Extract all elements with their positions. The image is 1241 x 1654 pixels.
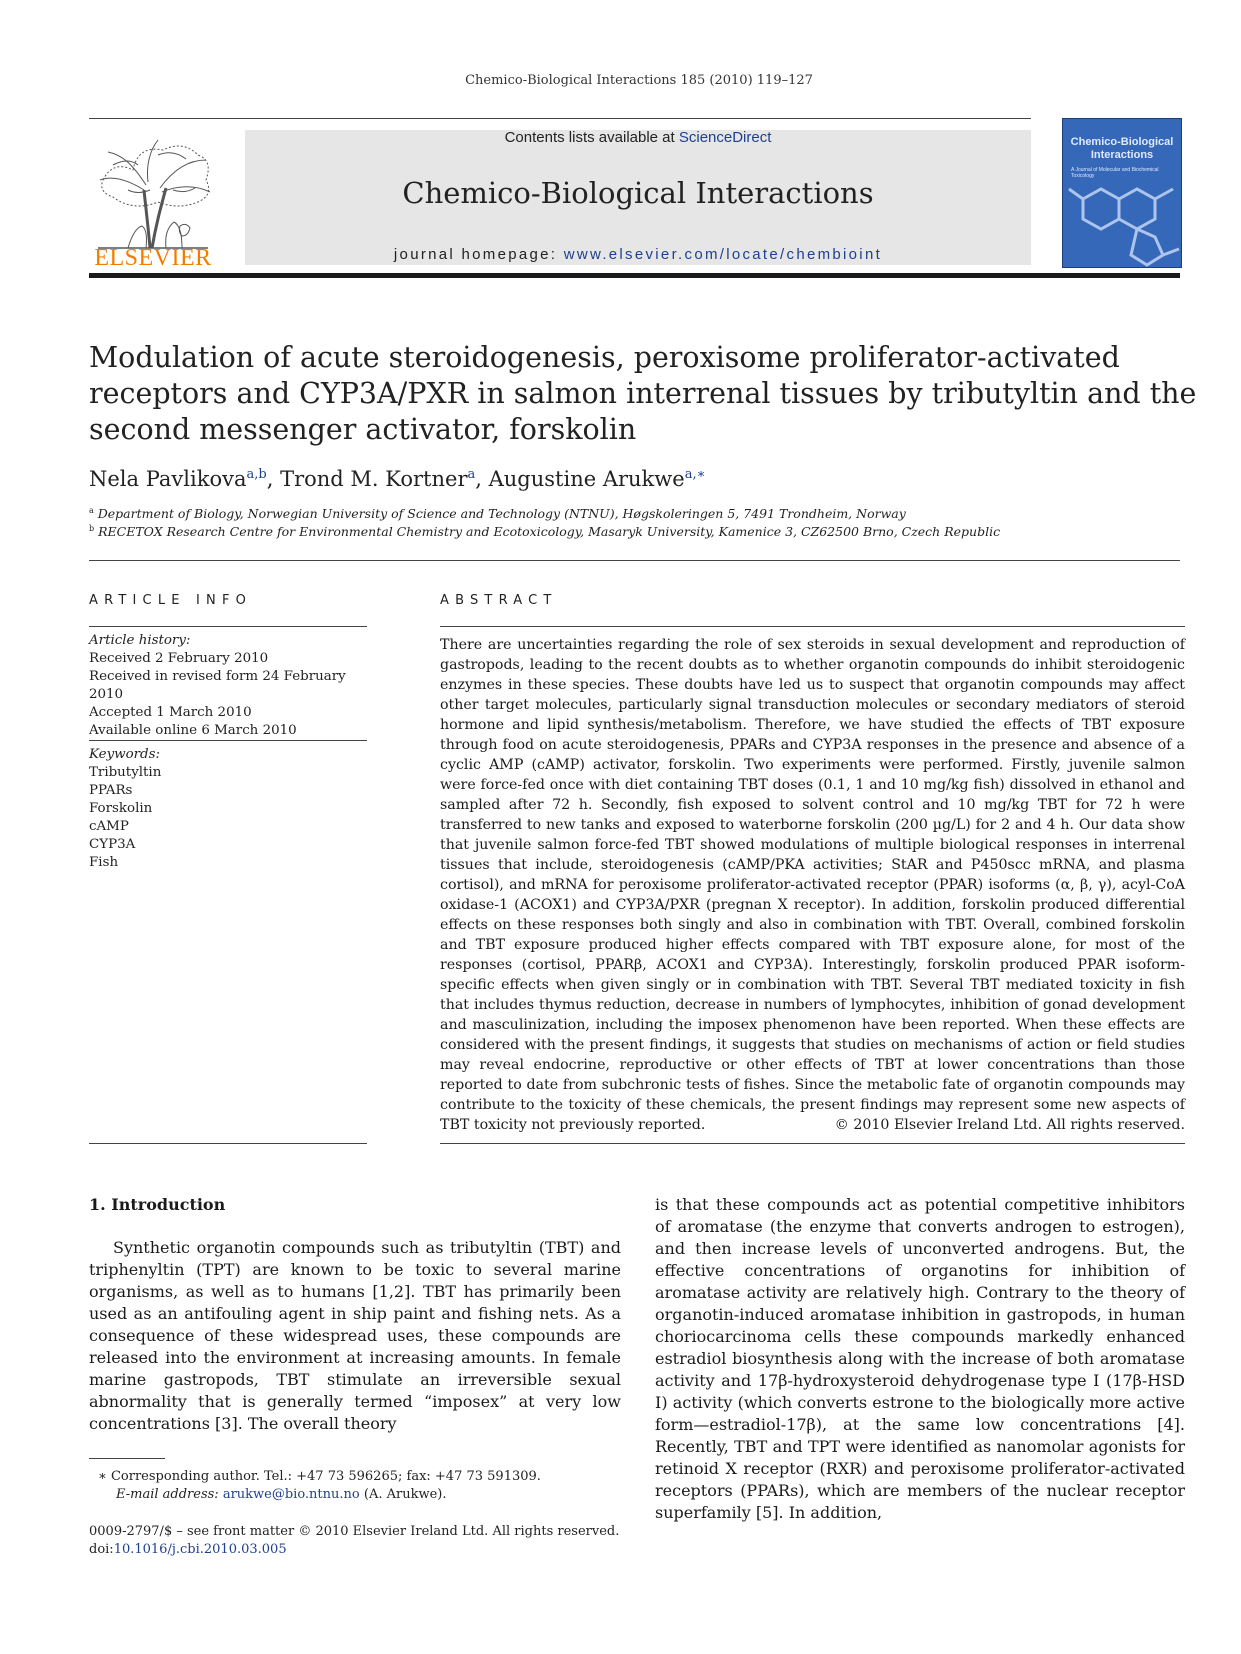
introduction-column-right: is that these compounds act as potential competitive inhibitors of aromatase (the enzyme that converts androgen to estrogen), and then increase levels of unconverted androgens. But, the effective concentrations of organotins for inhibition of aromatase activity are relatively high. Contrary to the theory of organotin-induced aromatase inhibition in gastropods, in human choriocarcinoma cells these compounds markedly enhanced estradiol biosynthesis along with the increase of both aromatase activity and 17β-hydroxysteroid dehydrogenase type I (17β-HSD I) activity (which converts estrone to the biologically more active form—estradiol-17β), at the same low concentrations [4]. Recently, TBT and TPT were identified as nanomolar agonists for retinoid X receptor (RXR) and peroxisome proliferator-activated receptors (PPARs), which are members of the nuclear receptor superfamily [5]. In addition, — [655, 1195, 1185, 1522]
email-link[interactable]: arukwe@bio.ntnu.no — [222, 1487, 360, 1502]
contents-prefix: Contents lists available at — [504, 129, 679, 146]
affiliation-mark: a — [89, 506, 94, 515]
history-item: Received in revised form 24 February 2010 — [89, 669, 346, 702]
keyword: PPARs — [89, 783, 133, 798]
keyword: CYP3A — [89, 837, 136, 852]
author-affiliation-mark[interactable]: a,∗ — [684, 467, 706, 482]
article-info-rule — [89, 626, 367, 627]
abstract-bottom-rule — [440, 1143, 1185, 1144]
abstract-heading: ABSTRACT — [440, 593, 558, 608]
author-affiliation-mark[interactable]: a — [467, 467, 476, 482]
history-label: Article history: — [89, 633, 191, 648]
affiliation — [89, 524, 1000, 539]
homepage-line — [245, 246, 1031, 263]
email-suffix: (A. Arukwe). — [359, 1487, 447, 1502]
front-matter-notice — [89, 1523, 619, 1559]
masthead-rule — [89, 273, 1180, 278]
keyword: cAMP — [89, 819, 129, 834]
keyword: Fish — [89, 855, 119, 870]
footnote-rule — [89, 1458, 165, 1459]
introduction-heading: 1. Introduction — [89, 1195, 226, 1214]
history-item: Accepted 1 March 2010 — [89, 705, 252, 720]
journal-name: Chemico-Biological Interactions — [402, 176, 874, 210]
keyword: Tributyltin — [89, 765, 162, 780]
doi-link[interactable]: 10.1016/j.cbi.2010.03.005 — [113, 1542, 287, 1557]
affiliation-text: Department of Biology, Norwegian University of Science and Technology (NTNU), Høgskoleringen 5, 7491 Trondheim, Norway — [97, 506, 906, 522]
history-item: Received 2 February 2010 — [89, 651, 269, 666]
author-list: Nela Pavlikova$^{a,b}$, Trond M. Kortner$^a$, Augustine Arukwe$^{a,∗}$ — [89, 467, 706, 491]
introduction-column-left: Synthetic organotin compounds such as tributyltin (TBT) and triphenyltin (TPT) are known to be toxic to several marine organisms, as well as to humans [1,2]. TBT has primarily been used as an antifouling agent in ship paint and fishing nets. As a consequence of these widespread uses, these compounds are released into the environment at increasing amounts. In female marine gastropods, TBT stimulate an irreversible sexual abnormality that is generally termed “imposex” at very low concentrations [3]. The overall theory — [89, 1238, 621, 1433]
author-name: Trond M. Kortner — [280, 467, 468, 491]
affiliation — [89, 506, 906, 521]
cover-subtitle: A Journal of Molecular and Biochemical Toxicology — [1071, 167, 1159, 179]
corresponding-author-footnote — [98, 1468, 541, 1504]
abstract-rule — [440, 626, 1185, 627]
contents-line — [245, 129, 1031, 146]
affiliation-text: RECETOX Research Centre for Environmental Chemistry and Ecotoxicology, Masaryk University, Kamenice 3, CZ62500 Brno, Czech Republic — [98, 524, 1001, 540]
elsevier-wordmark: ELSEVIER — [94, 245, 212, 271]
running-head: Chemico-Biological Interactions 185 (2010) 119–127 — [465, 73, 813, 88]
email-label: E-mail address: — [116, 1487, 223, 1502]
history-item: Available online 6 March 2010 — [89, 723, 297, 738]
keywords-label: Keywords: — [89, 747, 161, 762]
title-block-rule — [89, 560, 1180, 561]
cover-title: Chemico-Biological Interactions — [1070, 136, 1174, 161]
footnote-mark: ∗ — [98, 1469, 107, 1484]
author-name: Augustine Arukwe — [488, 467, 685, 491]
homepage-link[interactable]: www.elsevier.com/locate/chembioint — [563, 246, 883, 263]
issn-line: 0009-2797/$ – see front matter © 2010 Elsevier Ireland Ltd. All rights reserved. — [89, 1524, 620, 1539]
journal-cover — [1062, 118, 1182, 268]
abstract-copyright: © 2010 Elsevier Ireland Ltd. All rights reserved. — [834, 1117, 1185, 1133]
author-name: Nela Pavlikova — [89, 467, 247, 491]
keyword: Forskolin — [89, 801, 153, 816]
homepage-prefix: journal homepage: — [393, 246, 564, 263]
doi-label: doi: — [89, 1542, 114, 1557]
corresponding-author-line: Corresponding author. Tel.: +47 73 596265; fax: +47 73 591309. — [110, 1469, 541, 1484]
sciencedirect-link[interactable]: ScienceDirect — [678, 129, 772, 146]
author-affiliation-mark[interactable]: a,b — [246, 467, 267, 482]
header-rule — [89, 118, 1031, 119]
keywords — [89, 746, 369, 872]
article-title: Modulation of acute steroidogenesis, peroxisome proliferator-activated receptors and CYP3A/PXR in salmon interrenal tissues by tributyltin and the second messenger activator, forskolin — [89, 341, 1197, 446]
article-history — [89, 632, 369, 740]
abstract-text: There are uncertainties regarding the role of sex steroids in sexual development and reproduction of gastropods, leading to the recent doubts as to whether organotin compounds do inhibit steroidogenic enzymes in these species. These doubts have led us to suspect that organotin compounds may affect other target molecules, particularly signal transduction molecules or secondary mediators of steroid hormone and lipid synthesis/metabolism. Therefore, we have studied the effects of TBT exposure through food on acute steroidogenesis, PPARs and CYP3A responses in the presence and absence of a cyclic AMP (cAMP) activator, forskolin. Two experiments were performed. Firstly, juvenile salmon were force-fed once with diet containing TBT doses (0.1, 1 and 10 mg/kg fish) dissolved in ethanol and sampled after 72 h. Secondly, fish exposed to solvent control and 10 mg/kg TBT for 72 h were transferred to new tanks and exposed to waterborne forskolin (200 µg/L) for 2 and 4 h. Our data show that juvenile salmon force-fed TBT showed modulations of multiple biological responses in interrenal tissues that include, steroidogenesis (cAMP/PKA activities; StAR and P450scc mRNA, and plasma cortisol), and mRNA for peroxisome proliferator-activated receptor (PPAR) isoforms (α, β, γ), acyl-CoA oxidase-1 (ACOX1) and CYP3A/PXR (pregnan X receptor). In addition, forskolin produced differential effects on these responses both singly and also in combination with TBT. Overall, combined forskolin and TBT exposure produced higher effects compared with TBT exposure alone, for most of the responses (cortisol, PPARβ, ACOX1 and CYP3A). Interestingly, forskolin produced PPAR isoform-specific effects when given singly or in combination with TBT. Several TBT mediated toxicity in fish that includes thymus reduction, decrease in numbers of lymphocytes, inhibition of gonad development and masculinization, including the imposex phenomenon have been reported. When these effects are considered with the present findings, it suggests that studies on mechanisms of action or field studies may reveal endocrine, reproductive or other effects of TBT at lower concentrations than those reported to date from subchronic tests of fishes. Since the metabolic fate of organotin compounds may contribute to the toxicity of these chemicals, the present findings may represent some new aspects of TBT toxicity not previously reported. — [440, 637, 1185, 1133]
article-info-heading: ARTICLE INFO — [89, 593, 253, 608]
article-info-bottom-rule — [89, 1143, 367, 1144]
affiliation-mark: b — [89, 524, 95, 533]
keywords-rule — [89, 740, 367, 741]
